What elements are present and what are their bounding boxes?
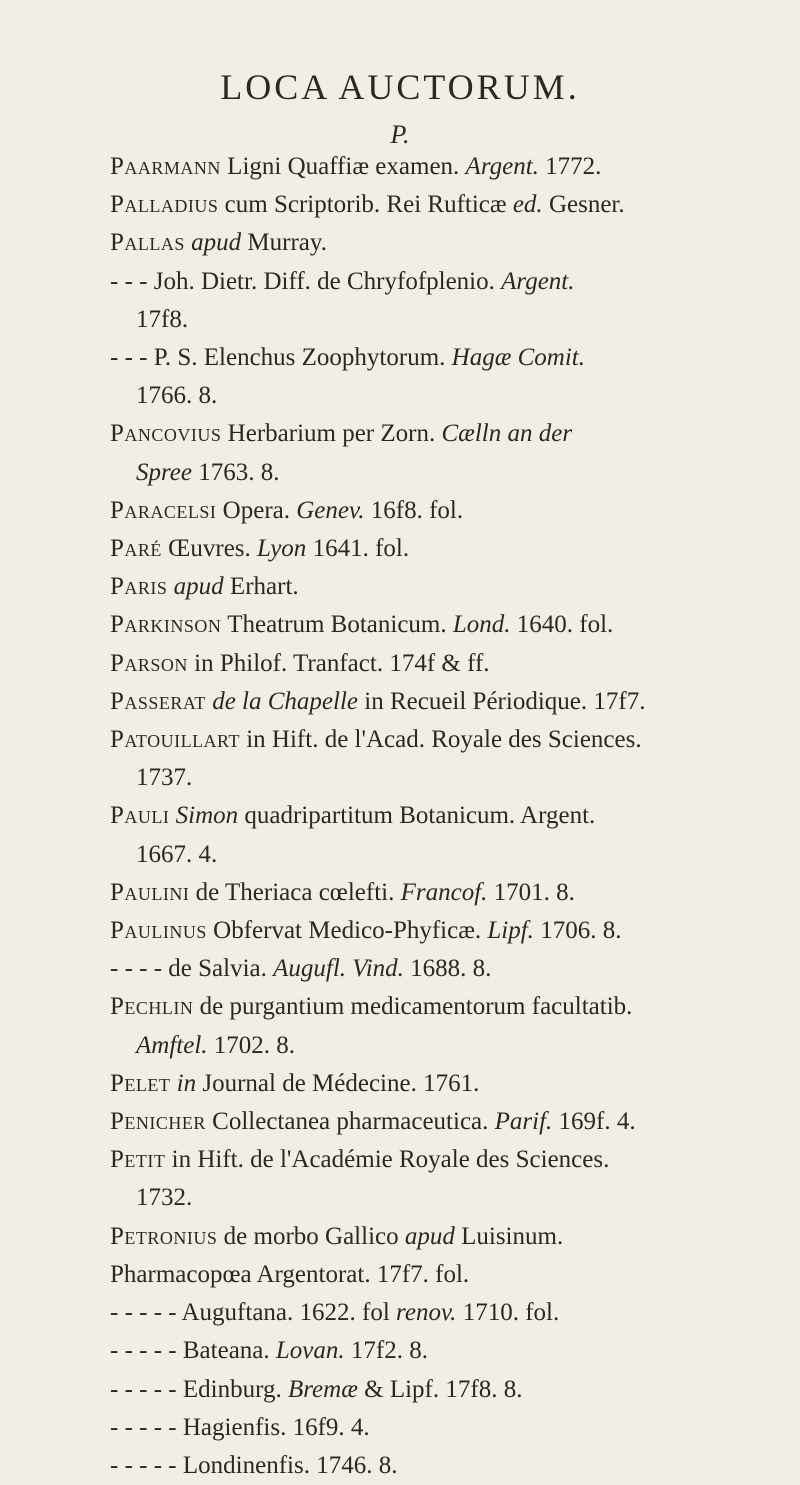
entry-text: de Theriaca cœlefti. [189, 878, 401, 906]
entry-line [110, 454, 790, 492]
entry-tail: 1763. 8. [192, 458, 280, 486]
entry-text: - - - Joh. Dietr. Diff. de Chryfofplenio. [110, 267, 502, 295]
author-name: Petit [110, 1146, 166, 1174]
author-name: Paracelsi [110, 496, 217, 524]
entry-text: - - - - - Bateana. [110, 1337, 276, 1365]
entry-line [110, 950, 790, 988]
entry-tail: 17f2. 8. [344, 1337, 428, 1365]
entry-line [110, 1447, 790, 1485]
author-name: Paris [110, 573, 168, 601]
entry-italic: de la Chapelle [212, 687, 358, 715]
entry-line [110, 683, 790, 721]
entry-text: Obfervat Medico-Phyficæ. [206, 917, 488, 945]
entry-line [110, 186, 790, 224]
entry-tail: Erhart. [223, 573, 299, 601]
entry-tail: quadripartitum Botanicum. Argent. [238, 802, 596, 830]
entry-line [110, 912, 790, 950]
entry-line [110, 339, 790, 377]
entry-line [110, 1294, 790, 1332]
entry-text: - - - - - Auguftana. 1622. fol [110, 1299, 397, 1327]
entry-italic: Cælln an der [441, 420, 573, 448]
entry-text: - - - - - Edinburg. [110, 1375, 288, 1403]
entry-line [110, 148, 790, 186]
entry-text: in Hift. de l'Acad. Royale des Sciences. [239, 726, 642, 754]
entry-tail: Journal de Médecine. 1761. [196, 1069, 480, 1097]
entry-text: de purgantium medicamentorum facultatib. [193, 993, 633, 1021]
entry-line [110, 645, 790, 683]
author-name: Paulinus [110, 917, 207, 945]
entry-text: Ligni Quaffiæ examen. [220, 153, 466, 180]
entry-line [110, 988, 790, 1026]
entry-italic: Genev. [296, 496, 365, 524]
entry-line [110, 1332, 790, 1370]
entry-tail: 1701. 8. [487, 878, 575, 906]
entry-text: 1732. [136, 1184, 193, 1212]
entry-line [110, 721, 790, 759]
entry-italic: apud [191, 229, 242, 257]
author-name: Palladius [110, 191, 219, 219]
entry-tail: 1706. 8. [533, 917, 622, 945]
entry-tail: 1640. fol. [510, 611, 614, 639]
entry-text: - - - P. S. Elenchus Zoophytorum. [110, 344, 452, 372]
entry-tail: 1772. [538, 153, 602, 180]
author-name: Petronius [110, 1222, 218, 1250]
entry-line [110, 797, 790, 835]
entry-italic: Lyon [257, 535, 307, 563]
entry-tail: 1710. fol. [456, 1299, 560, 1327]
entry-text: in Hift. de l'Académie Royale des Sciences. [165, 1146, 610, 1174]
entry-text: de morbo Gallico [217, 1222, 405, 1250]
entry-line [110, 874, 790, 912]
entry-text: 1737. [136, 764, 193, 792]
entry-tail: 1688. 8. [403, 955, 492, 983]
entry-italic: apud [404, 1222, 455, 1250]
author-name: Patouillart [110, 726, 240, 754]
author-name: Paré [110, 535, 162, 563]
entries-list [110, 148, 790, 1485]
entry-text: - - - - - Hagienfis. 16f9. 4. [110, 1413, 370, 1441]
author-name: Pancovius [110, 420, 222, 448]
entry-text: Pharmacopœa Argentorat. 17f7. fol. [110, 1260, 470, 1288]
author-name: Pelet [110, 1069, 171, 1097]
entry-tail: & Lipf. 17f8. 8. [357, 1375, 523, 1403]
author-name: Pallas [110, 229, 185, 257]
entry-line [110, 1103, 790, 1141]
entry-line [110, 530, 790, 568]
entry-italic: Lipf. [487, 917, 534, 945]
author-name: Passerat [110, 687, 206, 715]
entry-text: in Philof. Tranfact. 174f & ff. [187, 649, 490, 677]
entry-text: cum Scriptorib. Rei Rufticæ [218, 191, 513, 219]
entry-line [110, 1218, 790, 1256]
author-name: Paulini [110, 878, 190, 906]
entry-text: Œuvres. [161, 535, 258, 563]
entry-line [110, 1179, 790, 1217]
entry-italic: Amftel. [136, 1031, 208, 1059]
entry-tail: Gesner. [542, 191, 625, 219]
entry-italic: Lovan. [275, 1337, 345, 1365]
entry-italic: renov. [396, 1299, 457, 1327]
entry-line [110, 301, 790, 339]
entry-line [110, 759, 790, 797]
entry-line [110, 1256, 790, 1294]
entry-text: 1766. 8. [136, 382, 218, 410]
entry-line [110, 1371, 790, 1409]
entry-tail: 1702. 8. [207, 1031, 296, 1059]
entry-text: - - - - - Londinenfis. 1746. 8. [110, 1451, 398, 1479]
entry-line [110, 568, 790, 606]
entry-tail: Murray. [241, 229, 328, 257]
author-name: Penicher [110, 1108, 206, 1136]
entry-line [110, 224, 790, 262]
author-name: Pauli [110, 802, 170, 830]
entry-line [110, 1065, 790, 1103]
entry-italic: Lond. [452, 611, 511, 639]
author-name: Pechlin [110, 993, 194, 1021]
entry-text: - - - - de Salvia. [110, 955, 274, 983]
author-name: Paarmann [110, 153, 221, 180]
author-name: Parson [110, 649, 188, 677]
page-header: LOCA AUCTORUM. [220, 67, 580, 107]
entry-italic: Parif. [494, 1108, 553, 1136]
entry-text: Collectanea pharmaceutica. [205, 1108, 495, 1136]
entry-italic: Bremæ [287, 1375, 358, 1403]
entry-line [110, 1409, 790, 1447]
entry-italic: Hagæ Comit. [451, 344, 585, 372]
entry-text: Herbarium per Zorn. [221, 420, 442, 448]
section-letter: P. [390, 120, 410, 149]
entry-text: 1667. 4. [136, 840, 218, 868]
entry-italic: Francof. [400, 878, 488, 906]
entry-line [110, 492, 790, 530]
entry-text: Theatrum Botanicum. [221, 611, 453, 639]
author-name: Parkinson [110, 611, 222, 639]
entry-italic: Argent. [465, 153, 539, 180]
entry-tail: 169f. 4. [552, 1108, 636, 1136]
entry-italic: Argent. [501, 267, 575, 295]
entry-line [110, 1141, 790, 1179]
entry-tail: 16f8. fol. [364, 496, 464, 524]
entry-italic: ed. [512, 191, 543, 219]
entry-line [110, 415, 790, 453]
entry-tail: 1641. fol. [306, 535, 410, 563]
entry-tail: Luisinum. [454, 1222, 564, 1250]
entry-line [110, 1027, 790, 1065]
entry-italic: in [176, 1069, 197, 1097]
entry-italic: Simon [175, 802, 239, 830]
entry-italic: apud [173, 573, 224, 601]
entry-line [110, 377, 790, 415]
entry-italic: Spree [136, 458, 192, 486]
entry-text: 17f8. [136, 305, 189, 333]
entry-line [110, 606, 790, 644]
entry-line [110, 263, 790, 301]
entry-line [110, 836, 790, 874]
entry-tail: in Recueil Périodique. 17f7. [358, 687, 646, 715]
entry-italic: Augufl. Vind. [273, 955, 404, 983]
entry-text: Opera. [216, 496, 297, 524]
